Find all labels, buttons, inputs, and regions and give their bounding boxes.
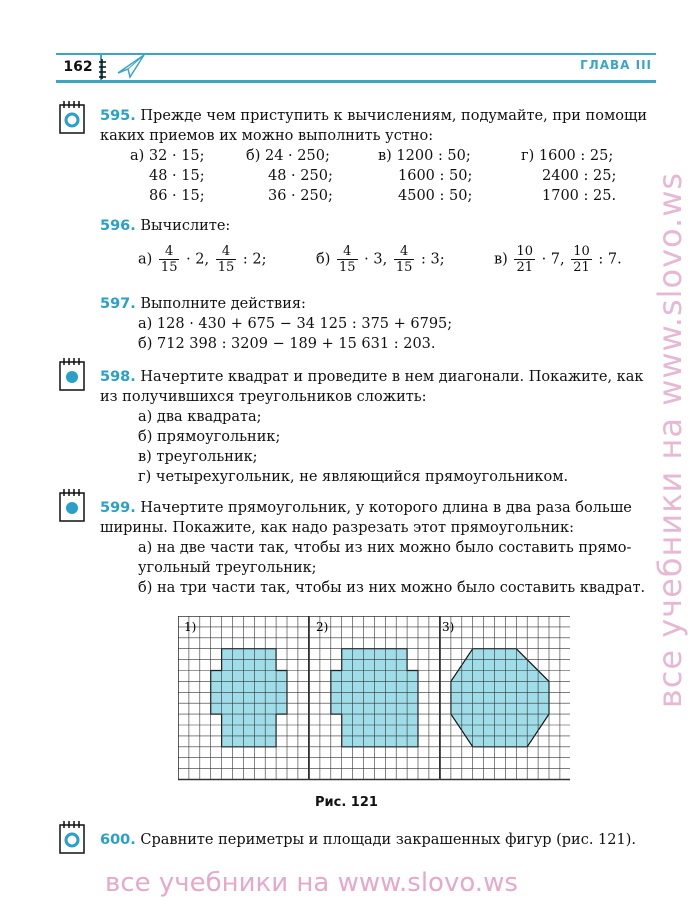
e595-cell: в) 1200 : 50; xyxy=(378,148,471,164)
e596-b: б) $\frac{4}{15}$ · 3, $\frac{4}{15}$ : 3; xyxy=(316,244,445,275)
spiral-binding-icon xyxy=(98,57,112,81)
e597-a: а) 128 · 430 + 675 − 34 125 : 375 + 6795; xyxy=(138,316,453,332)
shaded-figure-1 xyxy=(211,649,287,747)
e599-b: б) на три части так, чтобы из них можно было составить квадрат. xyxy=(138,580,646,596)
watermark-vertical: все учебники на www.slovo.ws xyxy=(651,171,689,709)
watermark-bottom: все учебники на www.slovo.ws xyxy=(105,868,518,898)
chapter-title: ГЛАВА III xyxy=(580,58,652,72)
exercise-598-line1: 598. Начертите квадрат и проведите в нем диагонали. Покажите, как xyxy=(100,369,644,385)
page-number: 162 xyxy=(56,55,102,80)
panel-label-3: 3) xyxy=(442,620,455,634)
e595-cell: 2400 : 25; xyxy=(542,168,617,184)
e595-cell: 48 · 15; xyxy=(149,168,205,184)
e595-cell: б) 24 · 250; xyxy=(246,148,330,164)
fraction: $\frac{4}{15}$ xyxy=(217,244,235,275)
notebook-oral-icon xyxy=(58,100,88,136)
page-header xyxy=(56,53,656,83)
paper-plane-icon xyxy=(116,53,146,79)
notebook-task-icon xyxy=(58,357,88,393)
exercise-599-line2: ширины. Покажите, как надо разрезать этот прямоугольник: xyxy=(100,520,574,536)
exercise-596-line: 596. Вычислите: xyxy=(100,218,231,234)
e595-cell: г) 1600 : 25; xyxy=(521,148,614,164)
e598-item: г) четырехугольник, не являющийся прямоугольником. xyxy=(138,469,569,485)
figure-caption: Рис. 121 xyxy=(315,795,378,810)
exercise-599-line1: 599. Начертите прямоугольник, у которого длина в два раза больше xyxy=(100,500,632,516)
fraction: $\frac{10}{21}$ xyxy=(516,244,533,275)
panel-label-1: 1) xyxy=(184,620,197,634)
panel-label-2: 2) xyxy=(316,620,329,634)
e595-cell: а) 32 · 15; xyxy=(130,148,205,164)
e599-a2: угольный треугольник; xyxy=(138,560,317,576)
fraction: $\frac{4}{15}$ xyxy=(395,244,413,275)
e596-a: а) $\frac{4}{15}$ · 2, $\frac{4}{15}$ : 2; xyxy=(138,244,267,275)
notebook-task-icon xyxy=(58,488,88,524)
e598-item: а) два квадрата; xyxy=(138,409,262,425)
exercise-598-line2: из получившихся треугольников сложить: xyxy=(100,389,427,405)
exercise-595-line1: 595. Прежде чем приступить к вычислениям, подумайте, при помощи xyxy=(100,108,648,124)
figure-121-grid xyxy=(178,616,570,782)
fraction: $\frac{4}{15}$ xyxy=(160,244,178,275)
notebook-oral-icon xyxy=(58,820,88,856)
e598-item: в) треугольник; xyxy=(138,449,258,465)
e595-cell: 1700 : 25. xyxy=(542,188,617,204)
e595-cell: 36 · 250; xyxy=(268,188,333,204)
fraction: $\frac{4}{15}$ xyxy=(339,244,356,275)
e599-a1: а) на две части так, чтобы из них можно было составить прямо- xyxy=(138,540,632,556)
e595-cell: 1600 : 50; xyxy=(398,168,473,184)
e595-cell: 86 · 15; xyxy=(149,188,205,204)
shaded-figure-3 xyxy=(451,649,549,747)
e598-item: б) прямоугольник; xyxy=(138,429,281,445)
exercise-597-line: 597. Выполните действия: xyxy=(100,296,306,312)
exercise-600-line: 600. Сравните периметры и площади закрашенных фигур (рис. 121). xyxy=(100,832,637,848)
fraction: $\frac{10}{21}$ xyxy=(573,244,590,275)
exercise-595-line2: каких приемов их можно выполнить устно: xyxy=(100,128,434,144)
e595-cell: 48 · 250; xyxy=(268,168,333,184)
e597-b: б) 712 398 : 3209 − 189 + 15 631 : 203. xyxy=(138,336,436,352)
e596-c: в) $\frac{10}{21}$ · 7, $\frac{10}{21}$ : 7. xyxy=(494,244,622,275)
e595-cell: 4500 : 50; xyxy=(398,188,473,204)
